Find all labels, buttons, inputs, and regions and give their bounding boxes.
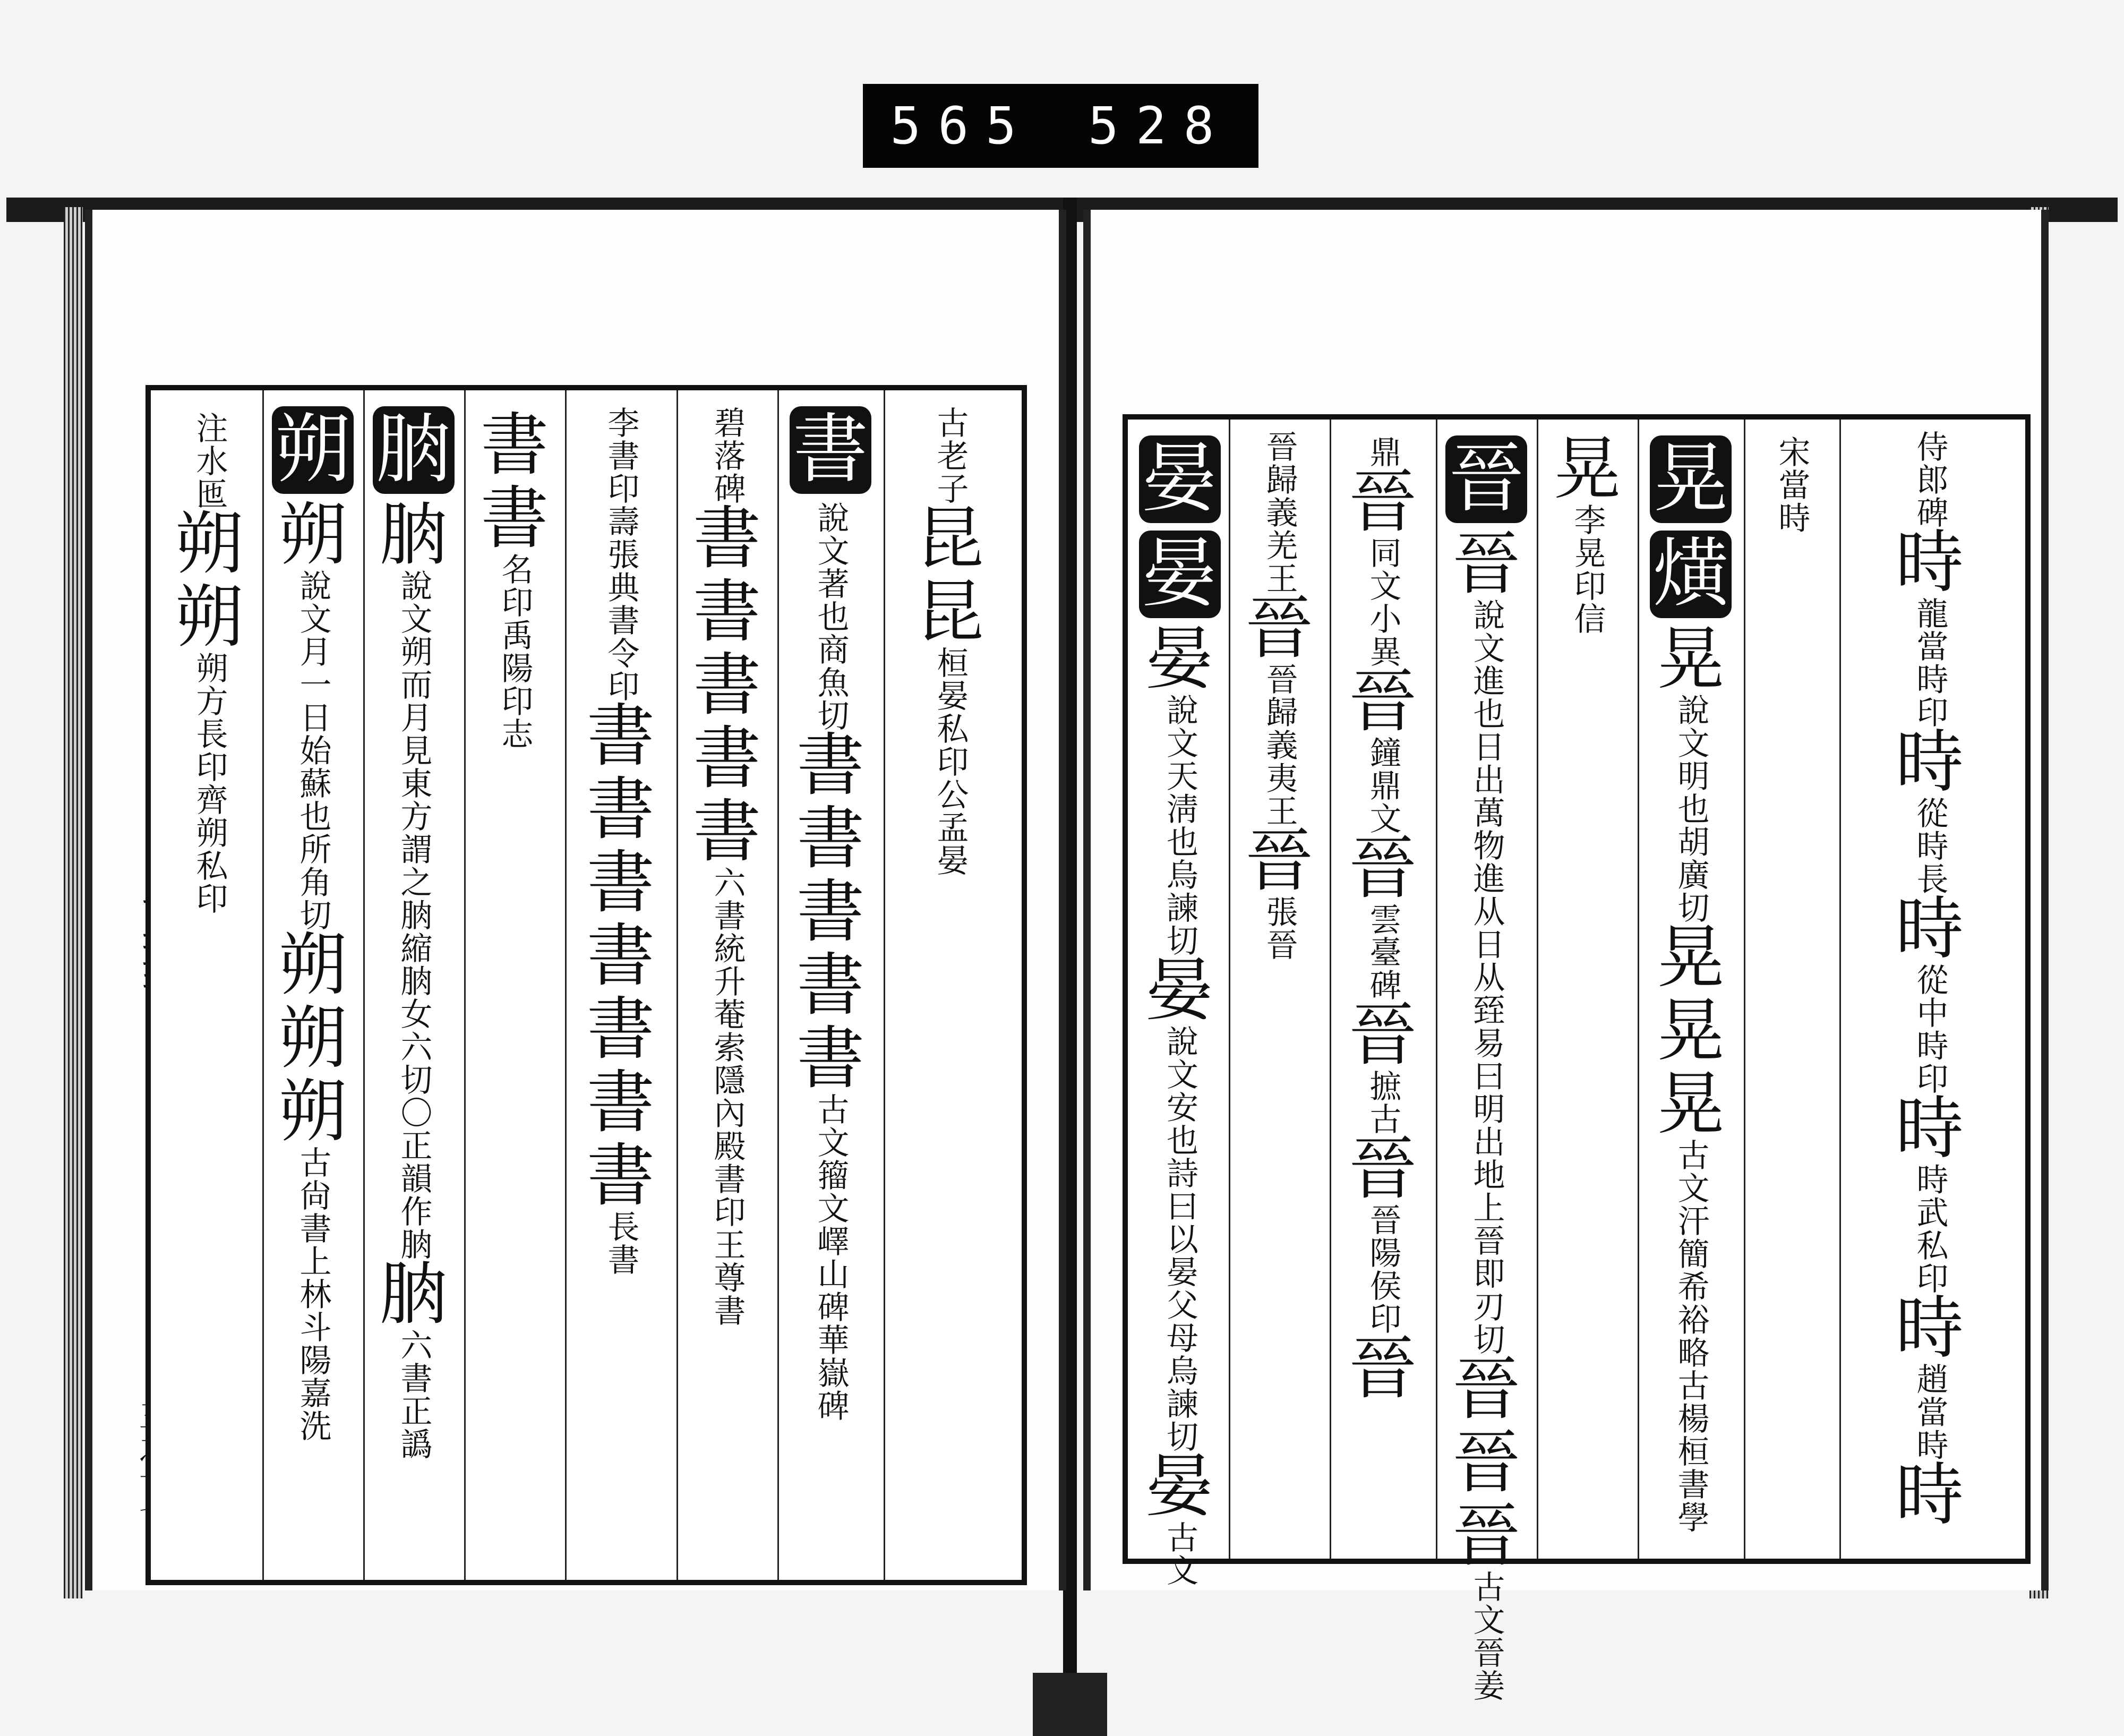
entry-column-c8 — [161, 412, 257, 915]
seal-forms — [1452, 524, 1520, 604]
source-note: 書學 — [1672, 1467, 1710, 1534]
seal-glyph: 晉 — [1452, 1496, 1520, 1576]
source-note: 陽嘉 — [294, 1343, 332, 1409]
source-note: 書 — [602, 1243, 640, 1276]
definition-line: 說文明也 — [1672, 693, 1710, 825]
headword: 書 — [790, 406, 871, 494]
entry-column-r5 — [1441, 435, 1531, 1702]
seal-glyph: 晃 — [1656, 918, 1725, 997]
seal-glyph: 朔 — [175, 578, 243, 657]
source-note: 姜 — [1468, 1669, 1505, 1702]
source-note: 雲臺 — [1364, 903, 1402, 969]
source-note: 王尊 — [708, 1228, 746, 1294]
seal-glyph: 晃 — [1656, 991, 1725, 1071]
source-note: 私印 — [191, 849, 228, 915]
source-note: 時 — [1911, 1429, 1949, 1461]
seal-glyph: 朔 — [278, 925, 347, 1005]
headword: 晏 — [1139, 435, 1221, 523]
seal-forms — [1895, 1456, 1964, 1535]
seal-glyph: 晉 — [1245, 589, 1313, 668]
col-divider — [1330, 420, 1331, 1559]
source-note: 張 — [1261, 895, 1298, 928]
seal-forms — [1656, 619, 1725, 699]
headword: 朒 — [373, 406, 455, 494]
headword-variant: 熿 — [1650, 531, 1732, 618]
seal-glyph: 書 — [796, 799, 864, 878]
seal-forms — [796, 725, 864, 1098]
source-note: 書 — [708, 1294, 746, 1327]
seal-glyph: 時 — [1895, 723, 1964, 802]
entry-column-r7 — [1234, 430, 1324, 961]
left-page-edge — [64, 207, 83, 1598]
source-note: 小異 — [1364, 602, 1402, 668]
col-divider — [676, 390, 678, 1580]
seal-glyph: 書 — [692, 572, 761, 652]
source-note: 統 — [708, 932, 746, 965]
source-note: 古尙 — [294, 1145, 332, 1212]
source-note: 碑 — [812, 1290, 850, 1323]
seal-glyph: 書 — [796, 872, 864, 952]
entry-column-c2 — [783, 406, 878, 1422]
seal-glyph: 時 — [1895, 1089, 1964, 1168]
counter-right: 528 — [1088, 96, 1231, 156]
source-note: 內殿 — [708, 1097, 746, 1162]
entry-column-c4 — [570, 406, 671, 1276]
source-note: 公孟 — [931, 778, 969, 844]
source-note: 夷王 — [1261, 762, 1298, 827]
source-note: 籀文 — [812, 1158, 850, 1225]
seal-glyph: 晉 — [1348, 662, 1417, 741]
seal-glyph: 昆 — [915, 572, 984, 652]
entry-line: 碧落 — [708, 406, 746, 472]
source-note: 古文 — [1468, 1570, 1505, 1636]
entry-line: 李書 — [602, 406, 640, 472]
source-note: 文 — [1364, 802, 1402, 835]
seal-glyph: 晉 — [1348, 829, 1417, 908]
col-divider — [363, 390, 365, 1580]
col-divider — [565, 390, 567, 1580]
source-note: 晉歸義 — [1261, 663, 1298, 762]
definition-line: 說文進也日出萬物進从日从 — [1468, 598, 1505, 994]
entry-column-c1 — [889, 406, 1011, 877]
source-note: 鐘鼎 — [1364, 736, 1402, 802]
seal-forms — [1656, 918, 1725, 1144]
definition-line: 晏父母烏諫切 — [1161, 1255, 1198, 1453]
seal-glyph: 時 — [1895, 890, 1964, 969]
entry-column-r2 — [1749, 435, 1834, 534]
entry-column-r6 — [1335, 435, 1431, 1408]
seal-glyph: 朒 — [379, 1254, 448, 1334]
seal-glyph: 晏 — [1145, 619, 1214, 699]
col-divider — [1229, 420, 1230, 1559]
col-divider — [1436, 420, 1437, 1559]
source-note: 晉陽 — [1364, 1203, 1402, 1269]
frame-counter — [863, 84, 1258, 168]
col-divider — [1537, 420, 1538, 1559]
entry-line: 古老 — [931, 406, 969, 472]
col-divider — [884, 390, 885, 1580]
seal-glyph: 書 — [692, 646, 761, 725]
source-note: 齊朔 — [191, 783, 228, 849]
seal-forms — [1553, 430, 1621, 509]
entry-column-c3 — [682, 406, 772, 1327]
source-note: 時武 — [1911, 1163, 1949, 1229]
entry-line: 印 — [602, 472, 640, 505]
source-note: 洗 — [294, 1409, 332, 1442]
source-note: 時印 — [1911, 1029, 1949, 1095]
seal-glyph: 書 — [692, 792, 761, 871]
seal-glyph: 晉 — [1348, 1329, 1417, 1408]
source-note: 摭 — [1364, 1070, 1402, 1102]
seal-glyph: 晏 — [1145, 951, 1214, 1030]
source-note: 斗 — [294, 1310, 332, 1344]
source-note: 碑 — [812, 1389, 850, 1422]
seal-glyph: 晉 — [1452, 524, 1520, 604]
seal-glyph: 晃 — [1656, 1064, 1725, 1144]
source-note: 桓晏 — [931, 646, 969, 712]
seal-forms — [1348, 662, 1417, 741]
seal-forms — [1895, 523, 1964, 602]
seal-glyph: 書 — [586, 697, 655, 776]
headword: 晉 — [1445, 435, 1527, 523]
seal-forms — [379, 495, 448, 575]
source-note: 碑 — [1364, 969, 1402, 1002]
seal-glyph: 昆 — [915, 499, 984, 578]
source-note: 李晃 — [1569, 503, 1606, 569]
headword: 晃 — [1650, 435, 1732, 523]
source-note: 嶧山 — [812, 1224, 850, 1290]
definition-line: 也烏諫切 — [1161, 825, 1198, 957]
source-note: 上林 — [294, 1244, 332, 1311]
source-note: 晉 — [1468, 1636, 1505, 1669]
source-note: 晉歸義 — [1261, 430, 1298, 529]
source-note: 印信 — [1569, 569, 1606, 635]
source-note: 印志 — [496, 685, 534, 750]
source-note: 六書 — [395, 1328, 433, 1395]
entry-column-r8 — [1133, 435, 1226, 1587]
seal-glyph: 晃 — [1656, 619, 1725, 699]
seal-glyph: 書 — [480, 406, 549, 485]
seal-forms — [1145, 1447, 1214, 1526]
seal-glyph: 晏 — [1145, 1447, 1214, 1526]
source-note: 楊桓 — [1672, 1401, 1710, 1468]
seal-forms — [1145, 951, 1214, 1030]
seal-glyph: 朔 — [175, 504, 243, 584]
entry-line: 注水 — [191, 412, 228, 477]
seal-glyph: 晃 — [1553, 430, 1621, 509]
seal-glyph: 書 — [586, 843, 655, 922]
definition-line: 說文天淸 — [1161, 693, 1198, 825]
seal-forms — [278, 925, 347, 1151]
seal-forms — [1348, 463, 1417, 542]
seal-glyph: 晉 — [1348, 463, 1417, 542]
seal-glyph: 晉 — [1348, 1130, 1417, 1209]
source-note: 六書 — [708, 866, 746, 932]
definition-line: 說文著也 — [812, 501, 850, 633]
seal-glyph: 晉 — [1452, 1349, 1520, 1429]
seal-glyph: 朔 — [278, 1072, 347, 1151]
col-divider — [262, 390, 264, 1580]
seal-forms — [1348, 996, 1417, 1075]
source-note: 長印 — [191, 717, 228, 783]
left-page — [85, 210, 1066, 1590]
source-note: 古文 — [1672, 1138, 1710, 1204]
entry-line: 宋當 — [1773, 435, 1811, 501]
seal-glyph: 書 — [586, 1063, 655, 1142]
source-note: 印 — [496, 586, 534, 619]
col-divider — [777, 390, 779, 1580]
seal-glyph: 書 — [796, 725, 864, 805]
source-note: 時印 — [1911, 663, 1949, 729]
source-note: 晏 — [931, 844, 969, 877]
seal-glyph: 朔 — [278, 998, 347, 1078]
col-divider — [1638, 420, 1639, 1559]
definition-line: 說文安也詩曰以 — [1161, 1024, 1198, 1255]
seal-glyph: 書 — [480, 479, 549, 558]
seal-glyph: 書 — [586, 917, 655, 996]
seal-glyph: 晉 — [1452, 1423, 1520, 1502]
seal-glyph: 書 — [796, 945, 864, 1025]
source-note: 壽張典 — [602, 505, 640, 604]
seal-forms — [1895, 1089, 1964, 1168]
seal-glyph: 書 — [586, 770, 655, 849]
source-note: 晉 — [1261, 928, 1298, 961]
definition-line: 臸易曰明出地上晉即刃切 — [1468, 993, 1505, 1356]
source-note: 龍當 — [1911, 597, 1949, 663]
source-note: 侯印 — [1364, 1269, 1402, 1335]
col-divider — [1744, 420, 1745, 1559]
entry-column-r1 — [1845, 430, 2015, 1535]
seal-glyph: 時 — [1895, 1456, 1964, 1535]
entry-column-r3 — [1643, 435, 1738, 1534]
source-note: 長 — [1911, 862, 1949, 895]
seal-glyph: 晉 — [1245, 822, 1313, 901]
seal-forms — [278, 495, 347, 575]
spine-foot — [1033, 1673, 1107, 1736]
seal-glyph: 書 — [586, 1136, 655, 1216]
seal-glyph: 朔 — [278, 495, 347, 575]
source-note: 索隱 — [708, 1031, 746, 1097]
source-note: 古文 — [812, 1092, 850, 1159]
entry-line: 子 — [931, 472, 969, 505]
definition-line: 縮朒女六切〇正韻作朒 — [395, 931, 433, 1261]
seal-forms — [175, 504, 243, 657]
entry-column-r4 — [1542, 430, 1632, 635]
seal-glyph: 晉 — [1348, 996, 1417, 1075]
source-note: 羌王 — [1261, 529, 1298, 595]
headword: 朔 — [272, 406, 354, 494]
source-note: 禹陽 — [496, 619, 534, 685]
seal-glyph: 書 — [586, 990, 655, 1069]
source-note: 趙當 — [1911, 1363, 1949, 1429]
entry-line: 時 — [1773, 501, 1811, 534]
seal-forms — [1145, 619, 1214, 699]
seal-forms — [692, 499, 761, 871]
source-note: 書令印 — [602, 604, 640, 703]
entry-line: 匜 — [191, 477, 228, 510]
seal-glyph: 時 — [1895, 523, 1964, 602]
source-note: 碑 — [1911, 496, 1949, 529]
source-note: 同文 — [1364, 536, 1402, 602]
definition-line: 商魚切 — [812, 632, 850, 732]
seal-glyph: 朒 — [379, 495, 448, 575]
source-note: 書 — [294, 1211, 332, 1245]
right-text-frame — [1123, 414, 2031, 1702]
left-text-frame — [145, 385, 1027, 1585]
seal-forms — [379, 1254, 448, 1334]
source-note: 朔方 — [191, 652, 228, 717]
seal-forms — [1895, 890, 1964, 969]
source-note: 希裕 — [1672, 1270, 1710, 1336]
headword-variant: 晏 — [1139, 531, 1221, 618]
source-note: 名 — [496, 553, 534, 586]
source-note: 鼎 — [1364, 435, 1402, 468]
seal-forms — [1245, 822, 1313, 901]
entry-column-c5 — [469, 406, 560, 750]
counter-left: 565 — [890, 96, 1033, 156]
entry-column-c7 — [268, 406, 358, 1442]
seal-glyph: 書 — [796, 1019, 864, 1098]
source-note: 汗簡 — [1672, 1204, 1710, 1270]
entry-column-c6 — [369, 406, 459, 1460]
source-note: 侍郎 — [1911, 430, 1949, 496]
seal-forms — [1452, 1349, 1520, 1576]
definition-line: 胡廣切 — [1672, 825, 1710, 924]
source-note: 私印 — [931, 712, 969, 778]
seal-forms — [480, 406, 549, 558]
source-note: 私印 — [1911, 1229, 1949, 1295]
seal-forms — [1245, 589, 1313, 668]
seal-forms — [1348, 829, 1417, 908]
seal-forms — [915, 499, 984, 652]
source-note: 書印 — [708, 1162, 746, 1228]
definition-line: 說文朔而月見東方謂之朒 — [395, 569, 433, 931]
seal-forms — [1348, 1130, 1417, 1209]
source-note: 古文 — [1161, 1520, 1198, 1587]
seal-glyph: 時 — [1895, 1289, 1964, 1368]
seal-forms — [1348, 1329, 1417, 1408]
source-note: 長 — [602, 1210, 640, 1243]
right-page — [1083, 210, 2049, 1702]
seal-glyph: 書 — [692, 499, 761, 578]
seal-forms — [1895, 1289, 1964, 1368]
source-note: 華嶽 — [812, 1323, 850, 1389]
entry-line: 碑 — [708, 472, 746, 505]
definition-line: 說文月一日始 — [294, 569, 332, 767]
seal-glyph: 書 — [692, 719, 761, 798]
seal-forms — [1895, 723, 1964, 802]
source-note: 正譌 — [395, 1394, 433, 1460]
source-note: 從時 — [1911, 797, 1949, 862]
col-divider — [1839, 420, 1841, 1559]
definition-line: 蘇也所角切 — [294, 766, 332, 931]
source-note: 略古 — [1672, 1336, 1710, 1402]
seal-forms — [586, 697, 655, 1216]
source-note: 古 — [1364, 1102, 1402, 1135]
col-divider — [464, 390, 466, 1580]
source-note: 升菴 — [708, 965, 746, 1031]
source-note: 從中 — [1911, 963, 1949, 1029]
